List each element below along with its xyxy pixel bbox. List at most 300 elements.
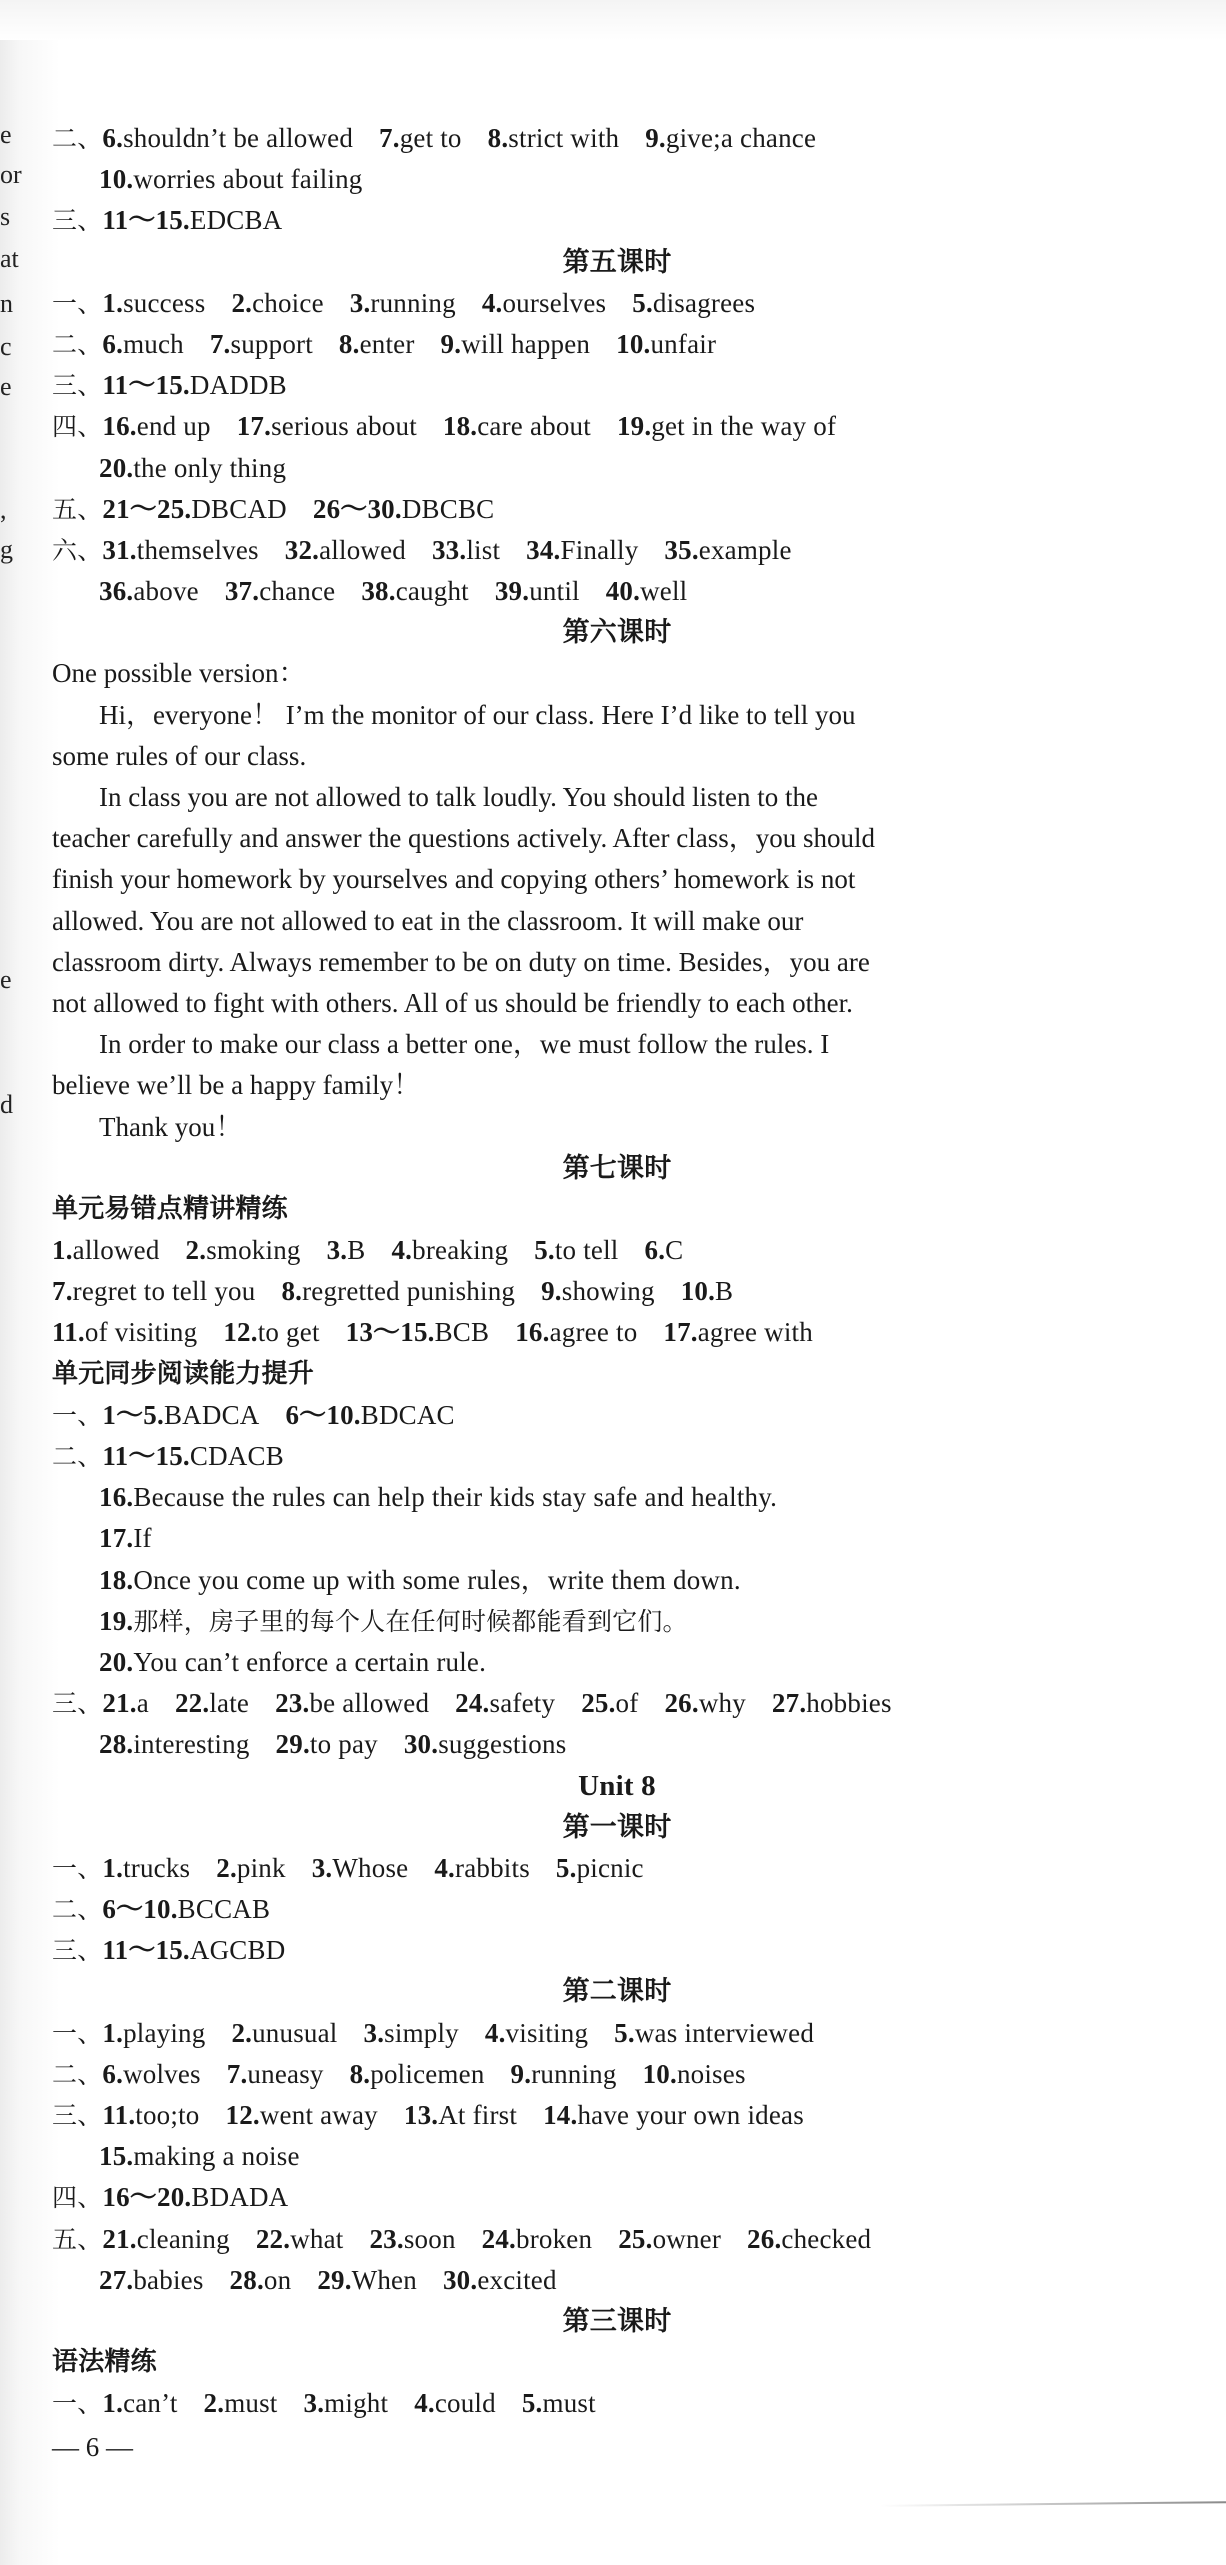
answer-item bbox=[346, 1317, 490, 1347]
answer-text: give;a chance bbox=[665, 123, 817, 153]
answer-number: 16. bbox=[515, 1317, 550, 1348]
answer-number: 26～30. bbox=[312, 493, 402, 524]
section-prefix: 二、 bbox=[52, 124, 103, 153]
section-heading: 第三课时 bbox=[562, 2305, 672, 2337]
answer-text: You can’t enforce a certain rule. bbox=[133, 1646, 487, 1677]
answer-text: picnic bbox=[576, 1852, 644, 1883]
answer-item bbox=[434, 1853, 530, 1883]
answer-line bbox=[52, 2177, 1182, 2218]
answer-item bbox=[225, 576, 336, 606]
section-prefix: 二、 bbox=[52, 1442, 103, 1471]
answer-item bbox=[99, 2265, 204, 2295]
section-heading: 第二课时 bbox=[562, 1976, 672, 2008]
answer-text: enter bbox=[359, 328, 415, 359]
answer-text: simply bbox=[384, 2017, 459, 2048]
answer-number: 7. bbox=[209, 328, 231, 359]
answer-item bbox=[645, 123, 816, 153]
edge-letter: s bbox=[0, 202, 11, 231]
answer-item bbox=[541, 1276, 655, 1306]
answer-item bbox=[350, 288, 456, 318]
answer-item bbox=[99, 1647, 486, 1677]
answer-text: If bbox=[133, 1523, 152, 1554]
answer-item bbox=[556, 1853, 644, 1883]
subsection-heading: 语法精练 bbox=[52, 2347, 157, 2378]
section-prefix: 三、 bbox=[52, 1689, 103, 1719]
answer-number: 6. bbox=[644, 1235, 666, 1266]
answer-line bbox=[52, 1230, 1182, 1271]
answer-item bbox=[606, 576, 688, 606]
answer-item bbox=[643, 2059, 746, 2089]
answer-text: support bbox=[230, 328, 313, 359]
answer-line bbox=[52, 2219, 1182, 2260]
answer-item bbox=[663, 1317, 813, 1347]
answer-number: 19. bbox=[99, 1605, 134, 1636]
answer-number: 18. bbox=[99, 1564, 134, 1595]
answer-number: 26. bbox=[664, 1688, 699, 1719]
answer-number: 16. bbox=[99, 1482, 134, 1513]
answer-item bbox=[102, 2224, 229, 2254]
answer-line bbox=[52, 2095, 1182, 2136]
answer-item bbox=[772, 1688, 892, 1718]
answer-number: 11～15. bbox=[102, 1441, 190, 1471]
answer-number: 2. bbox=[185, 1235, 207, 1266]
section-heading: 第六课时 bbox=[562, 617, 672, 649]
section-heading: 第一课时 bbox=[562, 1811, 672, 1843]
section-prefix: 三、 bbox=[52, 206, 103, 236]
edge-letter: , bbox=[0, 495, 7, 524]
answer-number: 8. bbox=[281, 1276, 303, 1307]
answer-number: 4. bbox=[484, 2017, 506, 2048]
answer-text: DBCAD bbox=[191, 493, 287, 524]
answer-text: can’t bbox=[123, 2388, 178, 2419]
answer-text: broken bbox=[516, 2223, 593, 2254]
answer-number: 4. bbox=[434, 1852, 456, 1883]
answer-text: allowed bbox=[72, 1235, 160, 1266]
answer-number: 40. bbox=[605, 576, 641, 607]
answer-item bbox=[379, 123, 462, 153]
answer-text: agree with bbox=[697, 1317, 813, 1348]
answer-text: on bbox=[263, 2264, 292, 2295]
answer-text: B bbox=[715, 1276, 734, 1307]
answer-number: 36. bbox=[99, 576, 134, 607]
answer-item bbox=[404, 1729, 567, 1759]
answer-line bbox=[52, 324, 1182, 365]
answer-number: 27. bbox=[771, 1688, 807, 1719]
answer-text: get in the way of bbox=[651, 411, 837, 442]
answer-text: EDCBA bbox=[189, 205, 283, 236]
answer-number: 7. bbox=[379, 123, 400, 153]
answer-line bbox=[52, 448, 1182, 489]
answer-number: 39. bbox=[494, 576, 530, 607]
edge-letter: e bbox=[0, 965, 12, 994]
answer-item bbox=[175, 1688, 249, 1718]
answer-number: 22. bbox=[255, 2223, 291, 2254]
answer-number: 20. bbox=[99, 1646, 134, 1677]
edge-letter: g bbox=[0, 535, 13, 564]
answer-number: 11～15. bbox=[102, 1935, 190, 1966]
answer-text: checked bbox=[781, 2223, 872, 2254]
answer-number: 23. bbox=[369, 2223, 404, 2254]
answer-number: 38. bbox=[361, 576, 396, 607]
answer-text: AGCBD bbox=[189, 1935, 286, 1966]
answer-item bbox=[102, 2018, 205, 2048]
answer-item bbox=[455, 1688, 555, 1718]
answer-line bbox=[52, 1560, 1182, 1601]
answer-item bbox=[99, 453, 286, 483]
answer-text: get to bbox=[399, 123, 462, 153]
answer-item bbox=[99, 1729, 250, 1759]
answer-item bbox=[99, 164, 363, 194]
answer-text: a bbox=[136, 1688, 149, 1719]
answer-text: Finally bbox=[560, 534, 639, 565]
answer-item bbox=[327, 1235, 366, 1265]
answer-text: interesting bbox=[133, 1729, 250, 1760]
answer-number: 30. bbox=[442, 2264, 478, 2295]
answer-item bbox=[99, 1565, 741, 1595]
answer-number: 9. bbox=[541, 1276, 562, 1307]
answer-text: caught bbox=[395, 576, 469, 607]
edge-letter: c bbox=[0, 332, 12, 361]
answer-text: to get bbox=[257, 1317, 320, 1348]
answer-text: wolves bbox=[123, 2058, 201, 2089]
answer-number: 25. bbox=[618, 2223, 653, 2254]
essay-line: finish your homework by yourselves and copying others’ homework is not bbox=[52, 864, 856, 895]
answer-number: 16～20. bbox=[102, 2182, 192, 2213]
answer-number: 28. bbox=[229, 2264, 264, 2295]
page-number: — 6 — bbox=[52, 2432, 133, 2462]
answer-item bbox=[102, 2100, 199, 2130]
answer-text: visiting bbox=[505, 2017, 589, 2048]
answer-line bbox=[52, 1930, 1182, 1971]
answer-text: safety bbox=[489, 1688, 556, 1719]
answer-item bbox=[102, 288, 205, 318]
answer-line bbox=[52, 365, 1182, 406]
answer-line bbox=[52, 406, 1182, 447]
answer-number: 13. bbox=[403, 2100, 439, 2130]
answer-item bbox=[210, 329, 313, 359]
answer-text: disagrees bbox=[652, 287, 756, 318]
answer-item bbox=[102, 1894, 270, 1924]
answer-text: list bbox=[466, 534, 501, 565]
adjacent-page-edge bbox=[0, 0, 20, 1200]
answer-item bbox=[664, 535, 791, 565]
answer-text: B bbox=[347, 1235, 366, 1266]
section-prefix: 一、 bbox=[52, 1853, 103, 1883]
answer-text: must bbox=[224, 2388, 278, 2419]
answer-text: shouldn’t be allowed bbox=[123, 123, 354, 153]
answer-number: 27. bbox=[99, 2264, 134, 2295]
answer-item bbox=[275, 1688, 429, 1718]
answer-number: 20. bbox=[99, 452, 134, 483]
answer-text: will happen bbox=[461, 328, 591, 359]
answer-text: to pay bbox=[309, 1729, 378, 1760]
answer-line bbox=[52, 1683, 1182, 1724]
answer-number: 3. bbox=[326, 1235, 348, 1266]
answer-text: must bbox=[542, 2388, 596, 2419]
answer-text: success bbox=[123, 287, 206, 318]
answer-number: 10. bbox=[680, 1276, 716, 1307]
answer-line bbox=[52, 1312, 1182, 1353]
answer-number: 4. bbox=[414, 2388, 435, 2419]
answer-text: the only thing bbox=[133, 452, 287, 483]
answer-number: 9. bbox=[440, 328, 462, 359]
answer-item bbox=[281, 1276, 515, 1306]
answer-item bbox=[617, 411, 836, 441]
essay-line: believe we’ll be a happy family！ bbox=[52, 1070, 421, 1101]
answer-item bbox=[432, 535, 500, 565]
answer-text: owner bbox=[652, 2223, 722, 2254]
answer-text: ourselves bbox=[502, 287, 607, 318]
answer-number: 2. bbox=[216, 1852, 237, 1883]
answer-line bbox=[52, 2136, 1182, 2177]
answer-number: 23. bbox=[275, 1688, 310, 1719]
answer-item bbox=[231, 2018, 337, 2048]
answer-item bbox=[645, 1235, 684, 1265]
essay-line: classroom dirty. Always remember to be on duty on time. Besides，you are bbox=[52, 946, 870, 977]
answer-item bbox=[369, 2224, 455, 2254]
answer-item bbox=[102, 123, 353, 153]
answer-item bbox=[102, 205, 282, 235]
section-prefix: 二、 bbox=[52, 2059, 103, 2089]
answer-line bbox=[52, 200, 1182, 241]
answer-line bbox=[52, 1848, 1182, 1889]
answer-item bbox=[102, 411, 210, 441]
answer-item bbox=[52, 1235, 160, 1265]
answer-number: 2. bbox=[203, 2388, 225, 2419]
answer-item bbox=[102, 494, 286, 524]
answer-text: pink bbox=[236, 1852, 286, 1883]
answer-number: 32. bbox=[284, 534, 320, 565]
answer-item bbox=[414, 2388, 496, 2418]
answer-number: 11～15. bbox=[102, 205, 190, 236]
answer-key-content bbox=[52, 118, 1182, 2425]
answer-number: 24. bbox=[481, 2223, 517, 2254]
answer-item bbox=[618, 2224, 721, 2254]
answer-number: 5. bbox=[521, 2388, 543, 2419]
answer-text: BDCAC bbox=[360, 1399, 455, 1430]
answer-number: 29. bbox=[317, 2264, 352, 2295]
answer-number: 1. bbox=[102, 2388, 124, 2419]
answer-number: 17. bbox=[99, 1523, 134, 1554]
answer-number: 12. bbox=[223, 1317, 258, 1348]
answer-item bbox=[52, 1276, 255, 1306]
top-shadow-band bbox=[0, 0, 1226, 40]
answer-item bbox=[664, 1688, 745, 1718]
answer-item bbox=[102, 1935, 285, 1965]
answer-text: suggestions bbox=[438, 1729, 567, 1760]
answer-number: 6. bbox=[102, 328, 124, 359]
answer-line bbox=[52, 2054, 1182, 2095]
answer-text: end up bbox=[136, 411, 211, 442]
answer-line bbox=[52, 1642, 1182, 1683]
answer-number: 6. bbox=[102, 123, 124, 153]
answer-number: 5. bbox=[534, 1235, 555, 1266]
answer-line bbox=[52, 1889, 1182, 1930]
answer-item bbox=[230, 2265, 292, 2295]
answer-text: BCB bbox=[434, 1317, 490, 1348]
answer-text: smoking bbox=[206, 1235, 301, 1266]
answer-item bbox=[443, 411, 591, 441]
essay-line: some rules of our class. bbox=[52, 740, 307, 771]
answer-number: 3. bbox=[311, 1852, 333, 1883]
answer-item bbox=[511, 2059, 617, 2089]
answer-item bbox=[632, 288, 755, 318]
answer-number: 5. bbox=[614, 2017, 635, 2048]
answer-number: 26. bbox=[747, 2223, 782, 2254]
section-prefix: 六、 bbox=[52, 535, 103, 565]
answer-item bbox=[581, 1688, 638, 1718]
answer-text: regretted punishing bbox=[302, 1276, 516, 1307]
answer-line bbox=[52, 1436, 1182, 1477]
answer-text: Because the rules can help their kids stay safe and healthy. bbox=[133, 1482, 778, 1513]
answer-text: care about bbox=[477, 411, 591, 442]
answer-number: 10. bbox=[642, 2058, 677, 2089]
answer-item bbox=[522, 2388, 596, 2418]
answer-text: BDADA bbox=[191, 2182, 289, 2213]
answer-number: 6～10. bbox=[102, 1894, 178, 1925]
edge-letter: at bbox=[0, 244, 19, 273]
answer-item bbox=[616, 329, 716, 359]
answer-number: 1. bbox=[102, 287, 124, 318]
answer-text: regret to tell you bbox=[72, 1276, 256, 1307]
answer-text: breaking bbox=[412, 1235, 509, 1266]
answer-line bbox=[52, 118, 1182, 159]
answer-number: 33. bbox=[431, 534, 467, 565]
answer-number: 13～15. bbox=[345, 1317, 435, 1348]
answer-text: much bbox=[123, 328, 184, 359]
answer-item bbox=[313, 494, 495, 524]
answer-item bbox=[488, 123, 620, 153]
answer-item bbox=[482, 288, 606, 318]
answer-item bbox=[102, 1441, 284, 1471]
answer-text: CDACB bbox=[189, 1441, 284, 1471]
answer-item bbox=[226, 2100, 378, 2130]
answer-text: running bbox=[370, 287, 456, 318]
essay-line: In order to make our class a better one，we must follow the rules. I bbox=[99, 1029, 830, 1060]
answer-text: until bbox=[529, 576, 580, 607]
answer-text: worries about failing bbox=[133, 164, 363, 195]
section-prefix: 一、 bbox=[52, 2018, 103, 2048]
answer-line bbox=[52, 1395, 1182, 1436]
answer-text: noises bbox=[676, 2058, 746, 2089]
answer-number: 24. bbox=[455, 1688, 490, 1719]
answer-number: 11. bbox=[52, 1317, 85, 1348]
answer-item bbox=[99, 1482, 777, 1512]
answer-number: 12. bbox=[225, 2100, 260, 2130]
answer-item bbox=[231, 288, 323, 318]
answer-text: Once you come up with some rules，write them down. bbox=[133, 1564, 741, 1595]
answer-item bbox=[102, 535, 258, 565]
answer-item bbox=[99, 2141, 300, 2171]
answer-item bbox=[204, 2388, 278, 2418]
answer-text: allowed bbox=[319, 534, 406, 565]
answer-item bbox=[102, 1400, 259, 1430]
answer-number: 2. bbox=[231, 287, 253, 318]
answer-line bbox=[52, 571, 1182, 612]
answer-number: 22. bbox=[174, 1688, 210, 1719]
answer-item bbox=[223, 1317, 319, 1347]
edge-letter: or bbox=[0, 160, 22, 189]
essay-line: In class you are not allowed to talk loudly. You should listen to the bbox=[99, 782, 818, 812]
section-prefix: 二、 bbox=[52, 329, 103, 359]
answer-item bbox=[364, 2018, 459, 2048]
essay-line: teacher carefully and answer the questions actively. After class，you should bbox=[52, 823, 875, 854]
answer-number: 7. bbox=[52, 1276, 73, 1307]
section-prefix: 三、 bbox=[52, 2101, 103, 2130]
answer-number: 30. bbox=[403, 1729, 439, 1760]
answer-text: rabbits bbox=[455, 1852, 530, 1883]
answer-item bbox=[304, 2388, 389, 2418]
answer-item bbox=[350, 2059, 485, 2089]
answer-text: BCCAB bbox=[177, 1894, 271, 1925]
answer-text: could bbox=[434, 2388, 496, 2419]
answer-number: 31. bbox=[102, 534, 137, 565]
answer-text: be allowed bbox=[309, 1688, 430, 1719]
answer-number: 1. bbox=[102, 2017, 124, 2048]
answer-text: went away bbox=[259, 2100, 378, 2130]
answer-number: 5. bbox=[555, 1852, 577, 1883]
answer-line bbox=[52, 283, 1182, 324]
essay-line: not allowed to fight with others. All of us should be friendly to each other. bbox=[52, 987, 853, 1018]
answer-line bbox=[52, 1271, 1182, 1312]
answer-number: 18. bbox=[442, 411, 478, 442]
unit-title: Unit 8 bbox=[578, 1769, 656, 1802]
answer-number: 4. bbox=[391, 1235, 413, 1266]
answer-text: hobbies bbox=[806, 1688, 892, 1719]
answer-text: DADDB bbox=[189, 370, 287, 401]
answer-item bbox=[99, 1523, 152, 1553]
essay-line: Thank you！ bbox=[99, 1111, 243, 1142]
answer-item bbox=[443, 2265, 557, 2295]
answer-number: 9. bbox=[510, 2058, 532, 2089]
answer-line bbox=[52, 2013, 1182, 2054]
answer-number: 6～10. bbox=[285, 1399, 361, 1430]
answer-item bbox=[495, 576, 580, 606]
answer-item bbox=[102, 370, 286, 400]
section-prefix: 四、 bbox=[52, 2183, 103, 2213]
answer-number: 8. bbox=[338, 328, 360, 359]
answer-number: 4. bbox=[481, 287, 503, 318]
section-prefix: 三、 bbox=[52, 371, 103, 401]
answer-number: 6. bbox=[102, 2058, 124, 2089]
answer-item bbox=[285, 535, 406, 565]
answer-number: 35. bbox=[664, 534, 699, 565]
answer-item bbox=[102, 1688, 149, 1718]
answer-text: When bbox=[351, 2264, 417, 2295]
answer-number: 8. bbox=[349, 2058, 371, 2089]
answer-number: 21～25. bbox=[102, 493, 192, 524]
answer-text: policemen bbox=[370, 2058, 485, 2089]
answer-item bbox=[237, 411, 417, 441]
section-prefix: 五、 bbox=[52, 494, 103, 524]
answer-text: uneasy bbox=[247, 2058, 324, 2089]
answer-text: C bbox=[665, 1235, 684, 1266]
answer-item bbox=[102, 329, 183, 359]
answer-text: showing bbox=[561, 1276, 655, 1307]
answer-text: trucks bbox=[123, 1852, 191, 1883]
answer-text: above bbox=[133, 576, 199, 607]
subsection-heading: 单元易错点精讲精练 bbox=[52, 1193, 288, 1224]
answer-text: unfair bbox=[650, 328, 717, 359]
answer-text: what bbox=[290, 2223, 344, 2254]
answer-item bbox=[285, 1400, 454, 1430]
edge-letter: d bbox=[0, 1090, 13, 1119]
answer-item bbox=[102, 1853, 190, 1883]
answer-number: 28. bbox=[99, 1729, 134, 1760]
section-prefix: 一、 bbox=[52, 1400, 103, 1430]
answer-item bbox=[747, 2224, 871, 2254]
essay-line: allowed. You are not allowed to eat in the classroom. It will make our bbox=[52, 905, 804, 936]
